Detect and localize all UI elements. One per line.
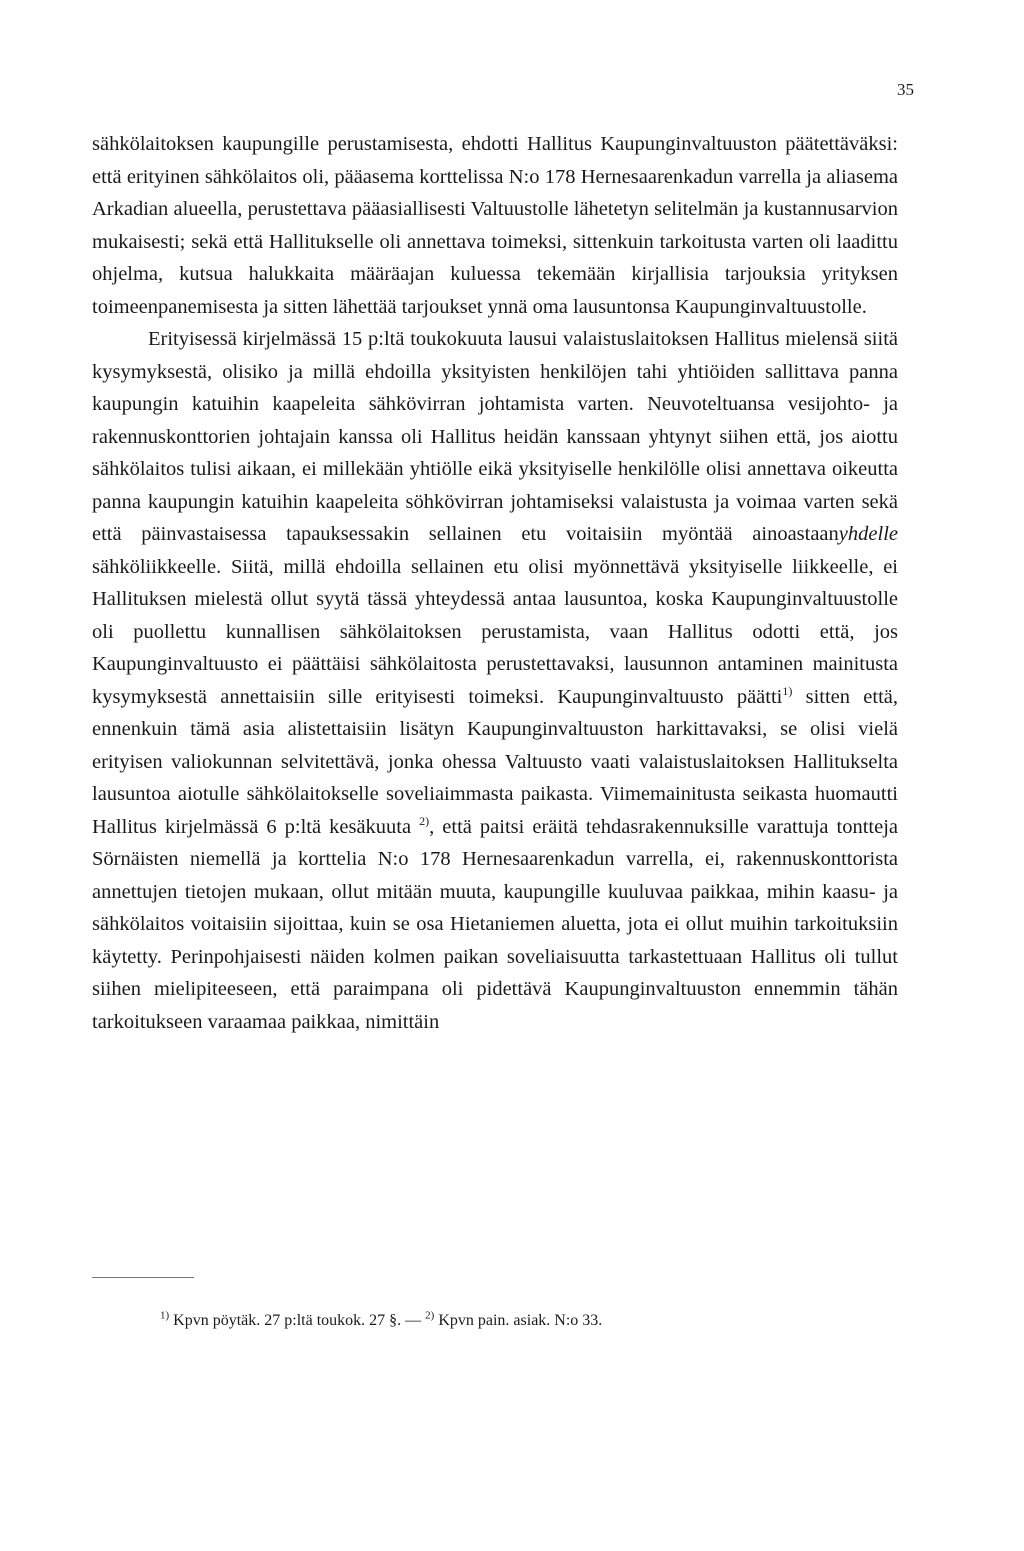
paragraph-2-text-c: sitten että, ennenkuin tämä asia alistettaisiin lisätyn Kaupunginvaltuuston harkittavaksi, se olisi vielä erityisen valiokunnan selvitettävä, jonka ohessa Valtuusto vaati valaistuslaitoksen Hallitukselta lausuntoa aiotulle sähkölaitokselle soveliaimmasta paikasta. Viimemainitusta seikasta huomautti Hallitus kirjelmässä 6 p:ltä kesäkuuta: [92, 685, 898, 838]
paragraph-1: sähkölaitoksen kaupungille perustamisesta, ehdotti Hallitus Kaupunginvaltuuston päätettäväksi: että erityinen sähkölaitos oli, pääasema korttelissa N:o 178 Hernesaarenkadun varrella ja aliasema Arkadian alueella, perustettava pääasiallisesti Valtuustolle lähetetyn selitelmän ja kustannusarvion mukaisesti; sekä että Hallitukselle oli annettava toimeksi, sittenkuin tarkoitusta varten oli laadittu ohjelma, kutsua halukkaita määräajan kuluessa tekemään kirjallisia tarjouksia yrityksen toimeenpanemisesta ja sitten lähettää tarjoukset ynnä oma lausuntonsa Kaupunginvaltuustolle.: [92, 133, 898, 318]
page-number: 35: [897, 80, 914, 99]
footnote-mark-2: 2): [425, 1309, 435, 1322]
footnote-text-1: Kpvn pöytäk. 27 p:ltä toukok. 27 §. —: [169, 1312, 426, 1329]
footnote-separator: [92, 1277, 194, 1278]
paragraph-2: [92, 323, 898, 1038]
footnote-ref-2: 2): [419, 813, 430, 828]
paragraph-2-text-d: , että paitsi eräitä tehdasrakennuksille varattuja tontteja Sörnäisten niemellä ja korttelia N:o 178 Hernesaarenkadun varrella, ei, rakennuskonttorista annettujen tietojen mukaan, ollut mitään muuta, kaupungille kuuluvaa paikkaa, mihin kaasu- ja sähkölaitos voitaisiin sijoittaa, kuin se osa Hietaniemen aluetta, jota ei ollut muihin tarkoituksiin käytetty. Perinpohjaisesti näiden kolmen paikan soveliaisuutta tarkastettuaan Hallitus oli tullut siihen mielipiteeseen, että paraimpana oli pidettävä Kaupunginvaltuuston ennemmin tähän tarkoitukseen varaamaa paikkaa, nimittäin: [92, 815, 899, 1033]
footnotes: [160, 1310, 900, 1332]
footnote-mark-1: 1): [160, 1309, 170, 1322]
footnote-text-2: Kpvn pain. asiak. N:o 33.: [434, 1312, 603, 1329]
paragraph-2-text-b: sähköliikkeelle. Siitä, millä ehdoilla sellainen etu olisi myönnettävä yksityiselle liikkeelle, ei Hallituksen mielestä ollut syytä tässä yhteydessä antaa lausuntoa, koska Kaupunginvaltuustolle oli puollettu kunnallisen sähkölaitoksen perustamista, vaan Hallitus odotti että, jos Kaupunginvaltuusto ei päättäisi sähkölaitosta perustettavaksi, lausunnon antaminen mainitusta kysymyksestä annettaisiin sille erityisesti toimeksi. Kaupunginvaltuusto päätti: [92, 555, 898, 708]
body-text: [92, 128, 898, 1038]
emphasis-word: yhdelle: [838, 523, 898, 545]
footnote-ref-1: 1): [782, 683, 793, 698]
paragraph-2-text-a: Erityisessä kirjelmässä 15 p:ltä toukokuuta lausui valaistuslaitoksen Hallitus mielensä siitä kysymyksestä, olisiko ja millä ehdoilla yksityisten henkilöjen tahi yhtiöiden sallittava panna kaupungin katuihin kaapeleita sähkövirran johtamista varten. Neuvoteltuansa vesijohto- ja rakennuskonttorien johtajain kanssa oli Hallitus heidän kanssaan yhtynyt siihen että, jos aiottu sähkölaitos tulisi aikaan, ei millekään yhtiölle eikä yksityiselle henkilölle olisi annettava oikeutta panna kaupungin katuihin kaapeleita söhkövirran johtamiseksi valaistusta ja voimaa varten sekä että päinvastaisessa tapauksessakin sellainen etu voitaisiin myöntää ainoastaan: [92, 328, 898, 545]
